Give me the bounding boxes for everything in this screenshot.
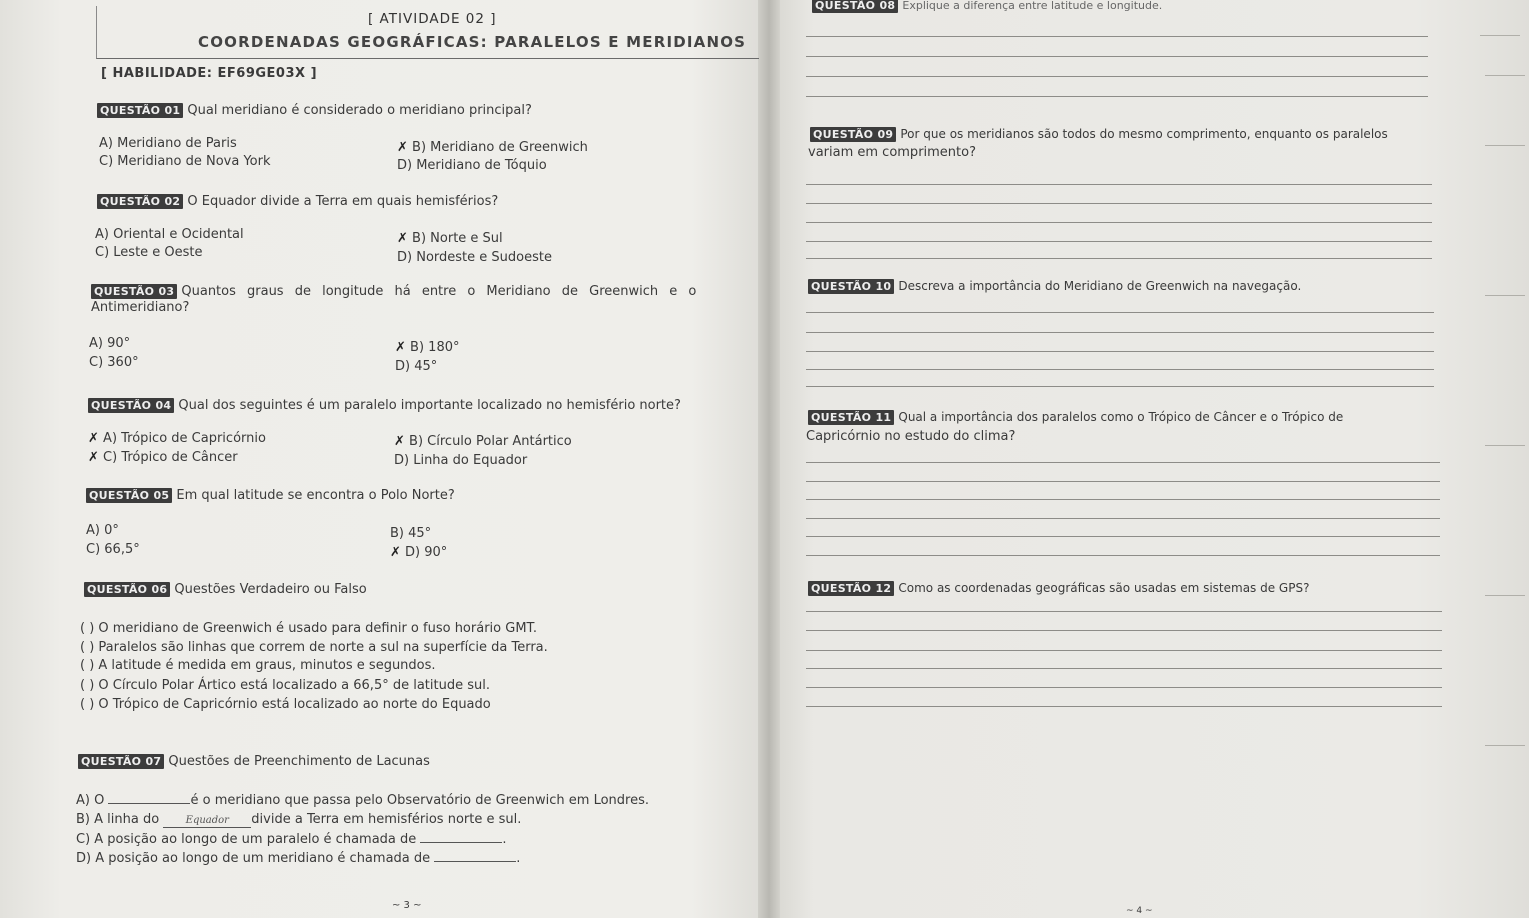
page-title: COORDENADAS GEOGRÁFICAS: PARALELOS E MERIDIANOS: [198, 33, 747, 51]
question-03: [91, 284, 696, 299]
question-text: Descreva a importância do Meridiano de Greenwich na navegação.: [898, 279, 1302, 293]
question-text: Qual meridiano é considerado o meridiano principal?: [187, 103, 532, 118]
q03-option-b[interactable]: [395, 340, 459, 355]
question-label: QUESTÃO 09: [810, 127, 896, 142]
q03-option-d[interactable]: D) 45°: [395, 359, 438, 374]
q01-option-d[interactable]: D) Meridiano de Tóquio: [397, 158, 547, 173]
answer-line[interactable]: [806, 258, 1432, 259]
answer-line[interactable]: [806, 184, 1432, 185]
fill-blank-a[interactable]: [108, 803, 190, 804]
question-label: QUESTÃO 03: [91, 284, 177, 299]
tf-item-3[interactable]: ( ) A latitude é medida em graus, minutos e segundos.: [80, 658, 436, 673]
answer-line[interactable]: [806, 56, 1428, 57]
q04-option-c[interactable]: [88, 450, 238, 465]
fill-prefix: D) A posição ao longo de um meridiano é chamada de: [76, 851, 431, 866]
question-05: [86, 488, 455, 503]
answer-mark-icon: ✗: [394, 434, 405, 449]
fill-item-d: [76, 851, 520, 866]
option-text: B) Círculo Polar Antártico: [409, 434, 572, 449]
question-06: [84, 582, 367, 597]
answer-line[interactable]: [806, 687, 1442, 688]
fill-suffix: é o meridiano que passa pelo Observatório de Greenwich em Londres.: [190, 793, 649, 808]
q02-option-b[interactable]: [397, 231, 503, 246]
q05-option-d[interactable]: [390, 545, 447, 560]
answer-line[interactable]: [806, 76, 1428, 77]
q04-option-b[interactable]: [394, 434, 572, 449]
page-edge-line: [1485, 145, 1525, 146]
option-text: C) Trópico de Câncer: [103, 450, 238, 465]
q05-option-c[interactable]: C) 66,5°: [86, 542, 140, 557]
option-text: A) Trópico de Capricórnio: [103, 431, 266, 446]
question-text: Questões de Preenchimento de Lacunas: [168, 754, 430, 769]
answer-line[interactable]: [806, 706, 1442, 707]
question-label: QUESTÃO 10: [808, 279, 894, 294]
q02-option-d[interactable]: D) Nordeste e Sudoeste: [397, 250, 552, 265]
question-text: Quantos graus de longitude há entre o Meridiano de Greenwich e o: [181, 284, 697, 299]
fill-item-a: [76, 793, 649, 808]
answer-line[interactable]: [806, 536, 1440, 537]
question-11-line2: Capricórnio no estudo do clima?: [806, 429, 1016, 444]
answer-mark-icon: ✗: [88, 431, 99, 446]
question-09: [810, 127, 1388, 142]
question-label: QUESTÃO 08: [812, 0, 898, 13]
answer-line[interactable]: [806, 499, 1440, 500]
q02-option-c[interactable]: C) Leste e Oeste: [95, 245, 203, 260]
fill-suffix: .: [516, 851, 521, 866]
page-edge-line: [1485, 445, 1525, 446]
answer-line[interactable]: [806, 518, 1440, 519]
answer-line[interactable]: [806, 36, 1428, 37]
question-07: [78, 754, 430, 769]
fill-blank-b[interactable]: [163, 812, 251, 828]
q01-option-b[interactable]: [397, 140, 588, 155]
q02-option-a[interactable]: A) Oriental e Ocidental: [95, 227, 244, 242]
answer-line[interactable]: [806, 312, 1434, 313]
answer-line[interactable]: [806, 630, 1442, 631]
question-01: [97, 103, 532, 118]
answer-line[interactable]: [806, 668, 1442, 669]
tf-item-2[interactable]: ( ) Paralelos são linhas que correm de norte a sul na superfície da Terra.: [80, 640, 548, 655]
fill-suffix: divide a Terra em hemisférios norte e sul.: [251, 812, 522, 827]
fill-blank-c[interactable]: [420, 842, 502, 843]
page-edge-line: [1480, 35, 1520, 36]
question-09-line2: variam em comprimento?: [808, 145, 976, 160]
option-text: B) Meridiano de Greenwich: [412, 140, 588, 155]
page-edge-line: [1485, 745, 1525, 746]
question-04: [88, 398, 681, 413]
answer-mark-icon: ✗: [397, 140, 408, 155]
q01-option-c[interactable]: C) Meridiano de Nova York: [99, 154, 271, 169]
answer-mark-icon: ✗: [390, 545, 401, 560]
question-08: [812, 0, 1162, 13]
question-label: QUESTÃO 11: [808, 410, 894, 425]
fill-prefix: A) O: [76, 793, 105, 808]
question-text: Qual dos seguintes é um paralelo importante localizado no hemisfério norte?: [178, 398, 681, 413]
fill-prefix: C) A posição ao longo de um paralelo é chamada de: [76, 832, 417, 847]
book-spine: [758, 0, 780, 918]
q03-option-a[interactable]: A) 90°: [89, 336, 131, 351]
question-label: QUESTÃO 06: [84, 582, 170, 597]
question-text: Explique a diferença entre latitude e longitude.: [902, 0, 1163, 12]
answer-line[interactable]: [806, 481, 1440, 482]
page-edge-line: [1485, 75, 1525, 76]
question-text: O Equador divide a Terra em quais hemisférios?: [187, 194, 499, 209]
fill-prefix: B) A linha do: [76, 812, 160, 827]
question-label: QUESTÃO 01: [97, 103, 183, 118]
page-number-left: ~ 3 ~: [392, 900, 422, 911]
question-03-line2: Antimeridiano?: [91, 300, 190, 315]
option-text: B) 180°: [410, 340, 460, 355]
question-label: QUESTÃO 04: [88, 398, 174, 413]
fill-suffix: .: [502, 832, 507, 847]
question-02: [97, 194, 498, 209]
question-text: Qual a importância dos paralelos como o Trópico de Câncer e o Trópico de: [898, 410, 1344, 424]
option-text: B) Norte e Sul: [412, 231, 503, 246]
answer-mark-icon: ✗: [397, 231, 408, 246]
answer-mark-icon: ✗: [88, 450, 99, 465]
tf-item-5[interactable]: ( ) O Trópico de Capricórnio está localizado ao norte do Equado: [80, 697, 491, 712]
answer-line[interactable]: [806, 555, 1440, 556]
answer-line[interactable]: [806, 203, 1432, 204]
question-10: [808, 279, 1301, 294]
activity-title: [ ATIVIDADE 02 ]: [368, 11, 497, 27]
answer-line[interactable]: [806, 369, 1434, 370]
question-label: QUESTÃO 07: [78, 754, 164, 769]
answer-line[interactable]: [806, 96, 1428, 97]
q01-option-a[interactable]: A) Meridiano de Paris: [99, 136, 237, 151]
question-text: Como as coordenadas geográficas são usadas em sistemas de GPS?: [898, 581, 1310, 595]
question-text: Questões Verdadeiro ou Falso: [174, 582, 367, 597]
answer-line[interactable]: [806, 222, 1432, 223]
fill-blank-d[interactable]: [434, 861, 516, 862]
answer-line[interactable]: [806, 611, 1442, 612]
tf-item-1[interactable]: ( ) O meridiano de Greenwich é usado para definir o fuso horário GMT.: [80, 621, 538, 636]
question-12: [808, 581, 1309, 596]
skill-code: [ HABILIDADE: EF69GE03X ]: [101, 66, 318, 81]
question-11: [808, 410, 1343, 425]
q05-option-b[interactable]: B) 45°: [390, 526, 432, 541]
answer-line[interactable]: [806, 650, 1442, 651]
question-text: Por que os meridianos são todos do mesmo comprimento, enquanto os paralelos: [900, 127, 1388, 141]
answer-line[interactable]: [806, 241, 1432, 242]
answer-line[interactable]: [806, 462, 1440, 463]
answer-mark-icon: ✗: [395, 340, 406, 355]
question-text: Em qual latitude se encontra o Polo Norte?: [176, 488, 455, 503]
page-edge-line: [1485, 295, 1525, 296]
q03-option-c[interactable]: C) 360°: [89, 355, 139, 370]
fill-item-c: [76, 832, 507, 847]
fill-item-b: [76, 812, 521, 828]
question-label: QUESTÃO 02: [97, 194, 183, 209]
question-label: QUESTÃO 12: [808, 581, 894, 596]
answer-line[interactable]: [806, 332, 1434, 333]
tf-item-4[interactable]: ( ) O Círculo Polar Ártico está localizado a 66,5° de latitude sul.: [80, 678, 490, 693]
handwritten-answer: Equador: [185, 815, 229, 826]
answer-line[interactable]: [806, 386, 1434, 387]
q05-option-a[interactable]: A) 0°: [86, 523, 119, 538]
question-label: QUESTÃO 05: [86, 488, 172, 503]
q04-option-a[interactable]: [88, 431, 266, 446]
page-number-right: ~ 4 ~: [1126, 906, 1153, 916]
answer-line[interactable]: [806, 351, 1434, 352]
q04-option-d[interactable]: D) Linha do Equador: [394, 453, 528, 468]
option-text: D) 90°: [405, 545, 448, 560]
page-edge-line: [1485, 595, 1525, 596]
